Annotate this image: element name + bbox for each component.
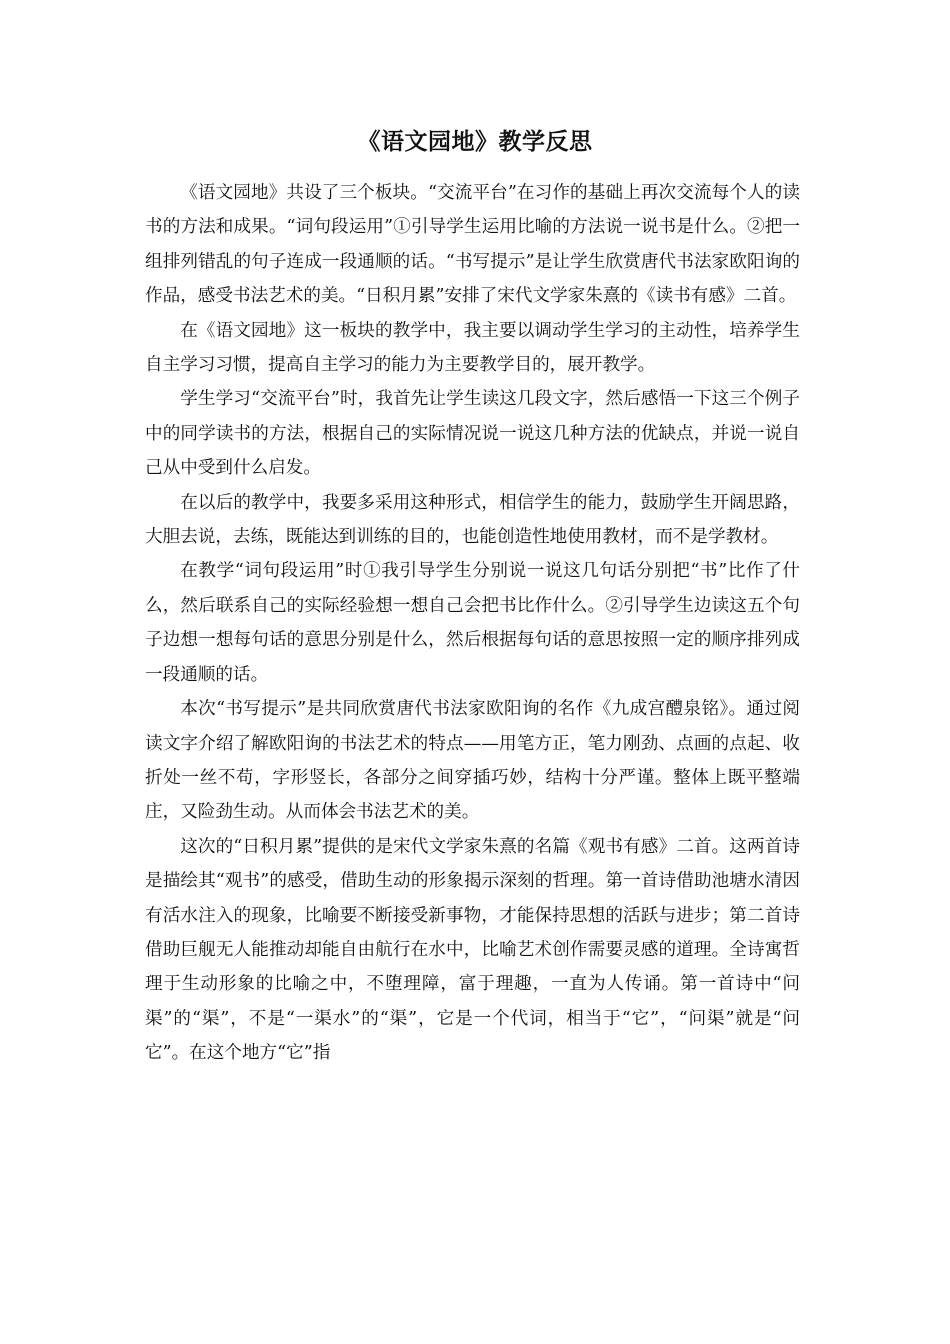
- paragraph-6: 本次“书写提示”是共同欣赏唐代书法家欧阳询的名作《九成宫醴泉铭》。通过阅读文字介绍了解欧阳询的书法艺术的特点——用笔方正，笔力刚劲、点画的点起、收折处一丝不苟，字形竖长，各部分之间穿插巧妙，结构十分严谨。整体上既平整端庄，又险劲生动。从而体会书法艺术的美。: [145, 699, 800, 823]
- paragraph-5: 在教学“词句段运用”时①我引导学生分别说一说这几句话分别把“书”比作了什么，然后联系自己的实际经验想一想自己会把书比作什么。②引导学生边读这五个句子边想一想每句话的意思分别是什么，然后根据每句话的意思按照一定的顺序排列成一段通顺的话。: [145, 561, 800, 685]
- paragraph-1: 《语文园地》共设了三个板块。“交流平台”在习作的基础上再次交流每个人的读书的方法和成果。“词句段运用”①引导学生运用比喻的方法说一说书是什么。②把一组排列错乱的句子连成一段通顺的话。“书写提示”是让学生欣赏唐代书法家欧阳询的作品，感受书法艺术的美。“日积月累”安排了宋代文学家朱熹的《读书有感》二首。: [145, 183, 800, 307]
- paragraph-7: 这次的“日积月累”提供的是宋代文学家朱熹的名篇《观书有感》二首。这两首诗是描绘其“观书”的感受，借助生动的形象揭示深刻的哲理。第一首诗借助池塘水清因有活水注入的现象，比喻要不断接受新事物，才能保持思想的活跃与进步；第二首诗借助巨舰无人能推动却能自由航行在水中，比喻艺术创作需要灵感的道理。全诗寓哲理于生动形象的比喻之中，不堕理障，富于理趣，一直为人传诵。第一首诗中“问渠”的“渠”，不是“一渠水”的“渠”，它是一个代词，相当于“它”，“问渠”就是“问它”。在这个地方“它”指: [145, 836, 800, 1064]
- paragraph-4: 在以后的教学中，我要多采用这种形式，相信学生的能力，鼓励学生开阔思路，大胆去说，去练，既能达到训练的目的，也能创造性地使用教材，而不是学教材。: [145, 492, 800, 548]
- document-title: 《语文园地》教学反思: [357, 129, 593, 155]
- paragraph-3: 学生学习“交流平台”时，我首先让学生读这几段文字，然后感悟一下这三个例子中的同学读书的方法，根据自己的实际情况说一说这几种方法的优缺点，并说一说自己从中受到什么启发。: [145, 389, 800, 479]
- paragraph-2: 在《语文园地》这一板块的教学中，我主要以调动学生学习的主动性，培养学生自主学习习惯，提高自主学习的能力为主要教学目的，展开教学。: [145, 320, 800, 376]
- document-body: [145, 176, 800, 1071]
